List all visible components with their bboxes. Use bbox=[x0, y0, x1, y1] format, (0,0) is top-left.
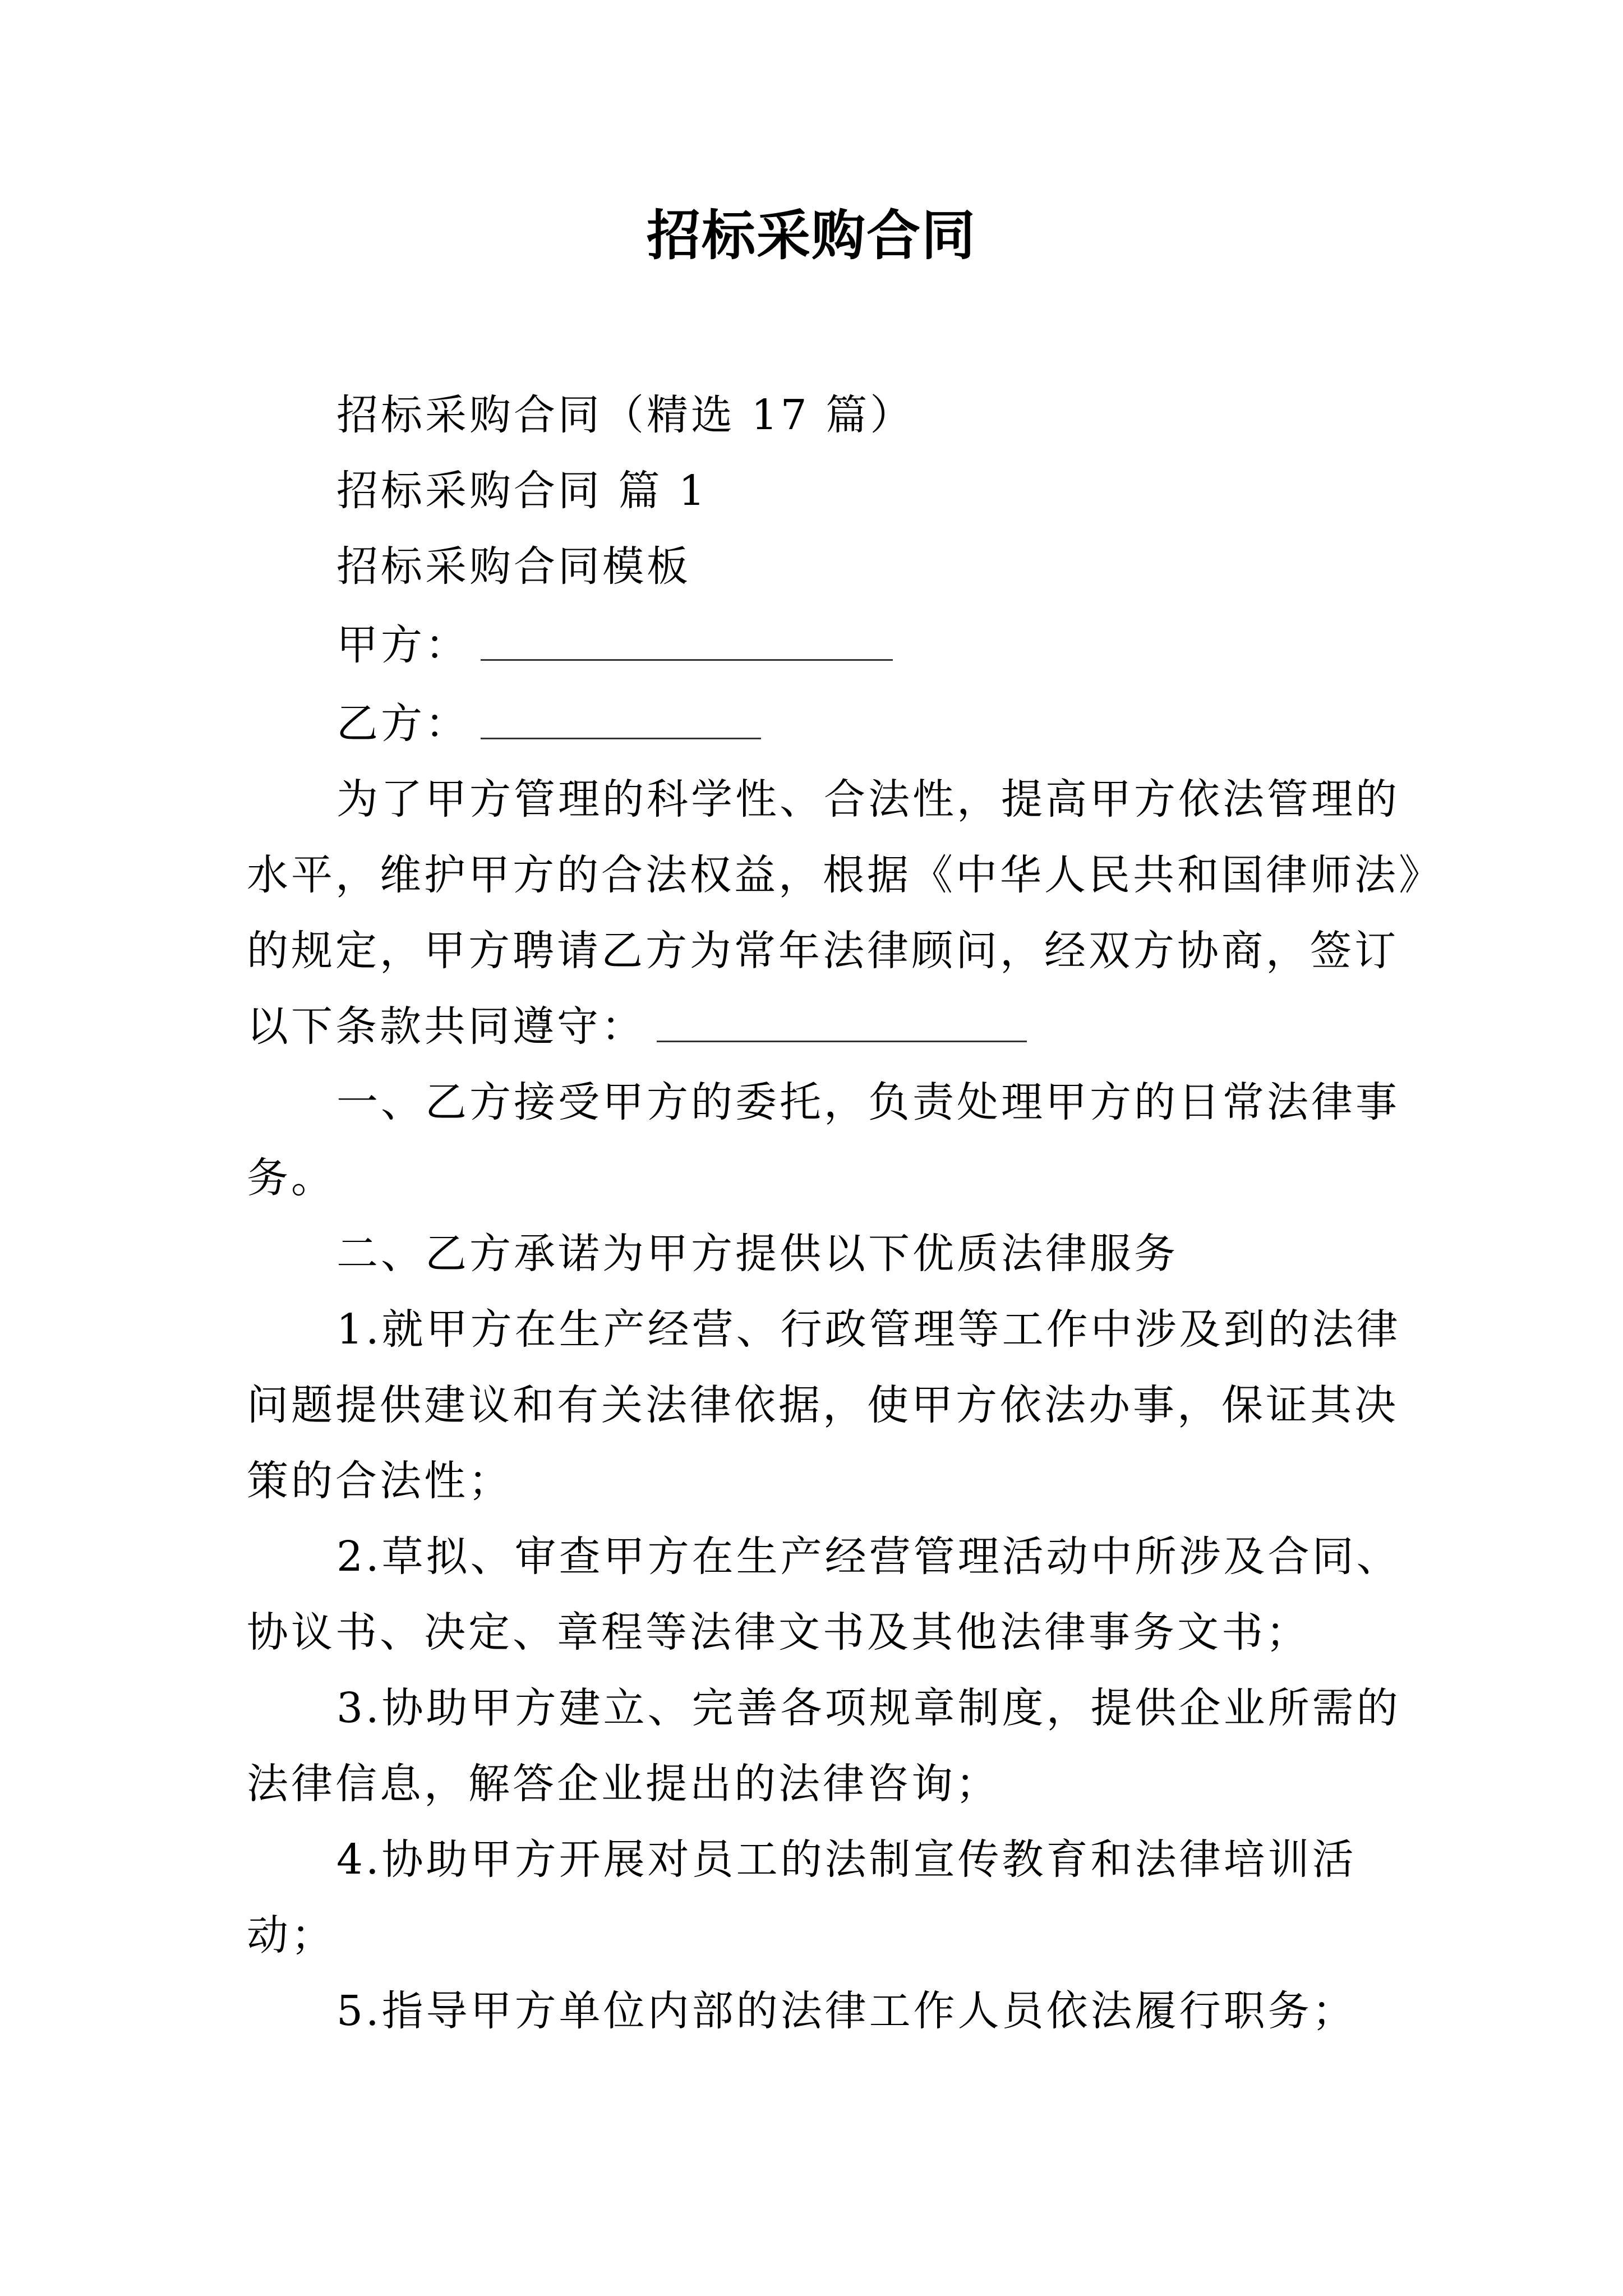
item2-line-2: 协议书、决定、章程等法律文书及其他法律事务文书； bbox=[247, 1608, 1310, 1657]
party-b-label: 乙方： bbox=[336, 700, 469, 748]
intro-line-2: 水平，维护甲方的合法权益，根据《中华人民共和国律师法》 bbox=[247, 851, 1443, 899]
item2-line-1: 2.草拟、审查甲方在生产经营管理活动中所涉及合同、 bbox=[336, 1533, 1401, 1581]
item3-line-2: 法律信息，解答企业提出的法律咨询； bbox=[247, 1760, 1000, 1808]
intro-line-4 bbox=[247, 999, 1027, 1055]
clause1-line-2: 务。 bbox=[247, 1154, 335, 1202]
item5-line-1: 5.指导甲方单位内部的法律工作人员依法履行职务； bbox=[336, 1987, 1357, 2035]
item4-line-1: 4.协助甲方开展对员工的法制宣传教育和法律培训活 bbox=[336, 1835, 1357, 1884]
item3-line-1: 3.协助甲方建立、完善各项规章制度，提供企业所需的 bbox=[336, 1684, 1401, 1732]
item1-line-1: 1.就甲方在生产经营、行政管理等工作中涉及到的法律 bbox=[336, 1305, 1401, 1354]
item1-line-3: 策的合法性； bbox=[247, 1457, 513, 1505]
section-heading: 招标采购合同 篇 1 bbox=[336, 467, 708, 515]
party-b-blank bbox=[481, 705, 761, 739]
clause2-heading: 二、乙方承诺为甲方提供以下优质法律服务 bbox=[336, 1230, 1178, 1278]
party-a-line bbox=[336, 617, 893, 673]
template-title: 招标采购合同模板 bbox=[336, 542, 691, 591]
document-title: 招标采购合同 bbox=[647, 204, 976, 267]
subtitle: 招标采购合同（精选 17 篇） bbox=[336, 391, 915, 439]
intro-line-3: 的规定，甲方聘请乙方为常年法律顾问，经双方协商，签订 bbox=[247, 927, 1399, 975]
intro-blank bbox=[657, 1008, 1027, 1042]
intro-line-4-text: 以下条款共同遵守： bbox=[247, 1002, 645, 1051]
item1-line-2: 问题提供建议和有关法律依据，使甲方依法办事，保证其决 bbox=[247, 1381, 1399, 1429]
clause1-line-1: 一、乙方接受甲方的委托，负责处理甲方的日常法律事 bbox=[336, 1078, 1400, 1126]
intro-line-1: 为了甲方管理的科学性、合法性，提高甲方依法管理的 bbox=[336, 775, 1400, 823]
party-a-label: 甲方： bbox=[336, 621, 469, 669]
party-a-blank bbox=[481, 627, 893, 661]
party-b-line bbox=[336, 696, 761, 752]
item4-line-2: 动； bbox=[247, 1911, 335, 1959]
